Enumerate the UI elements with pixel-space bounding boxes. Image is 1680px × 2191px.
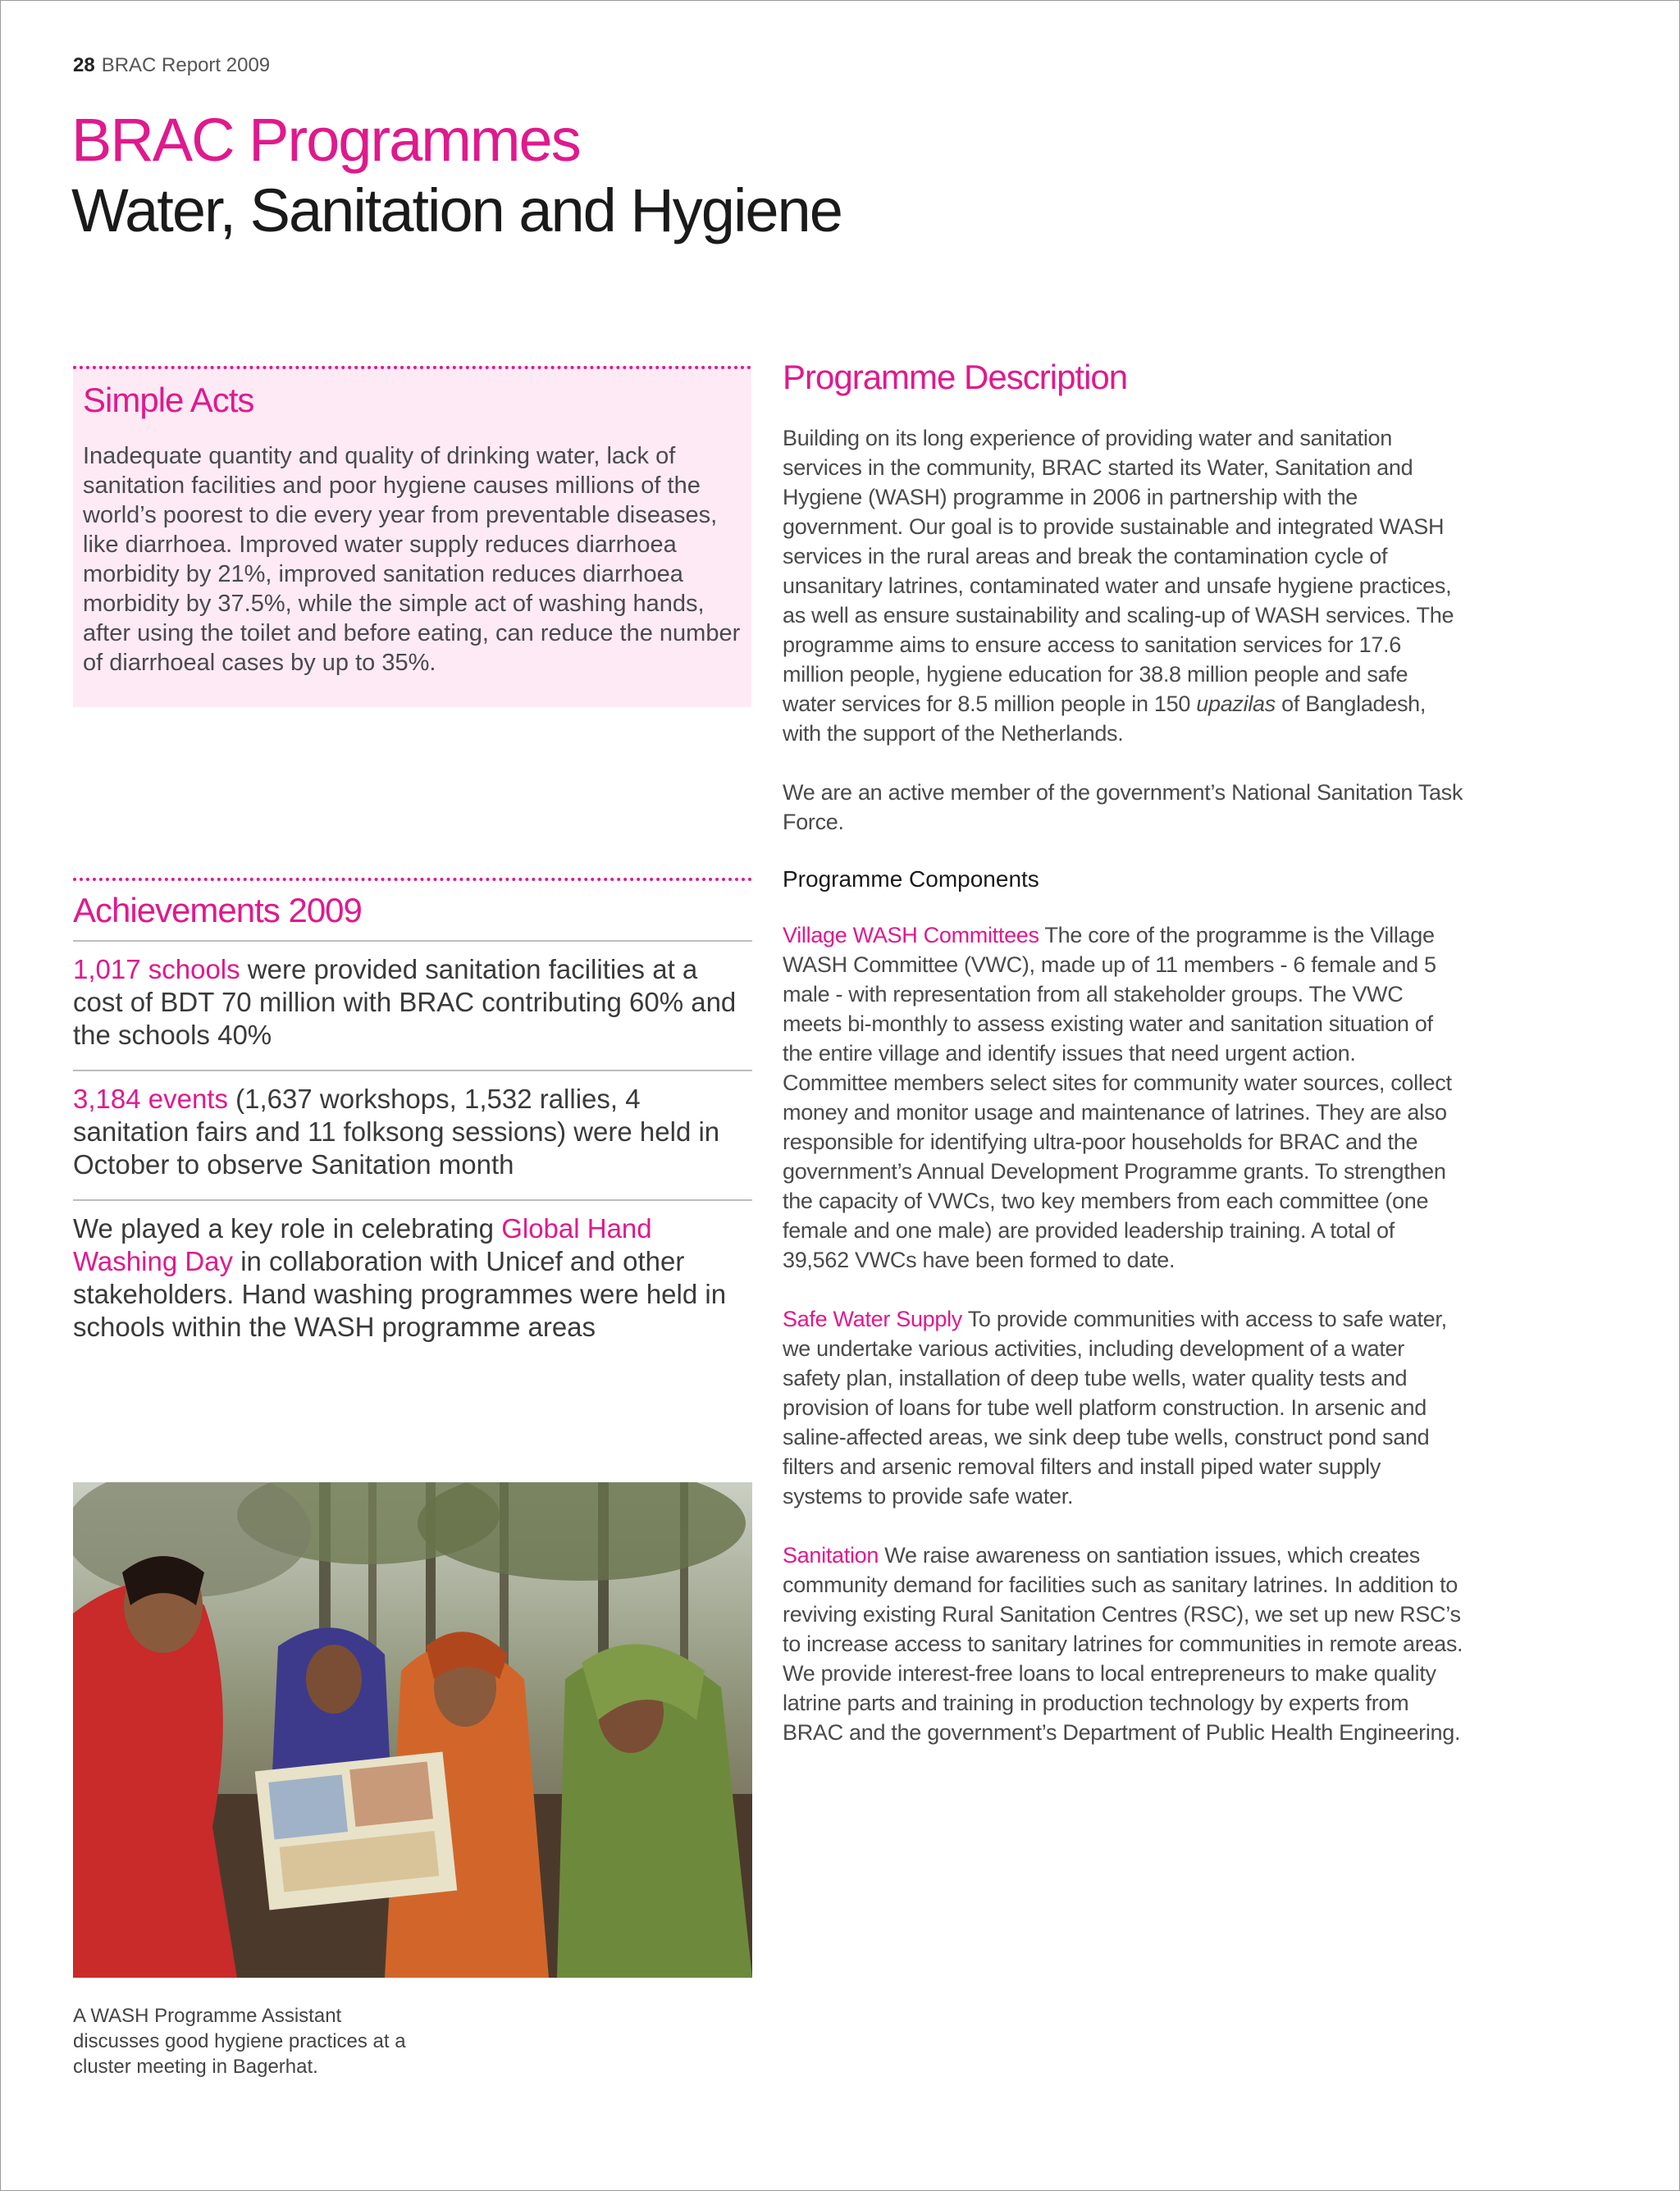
task-force-paragraph: We are an active member of the government’s National Sanitation Task Force. (783, 780, 1463, 834)
title-block (71, 105, 842, 246)
achievement-text: (1,637 workshops, 1,532 rallies, 4 sanitation fairs and 11 folksong sessions) were held in October to observe Sanitation month (73, 1084, 720, 1180)
programme-description-column (783, 358, 1463, 1777)
programme-components-heading: Programme Components (783, 866, 1039, 892)
page-title: BRAC Programmes (71, 106, 580, 174)
page-subtitle: Water, Sanitation and Hygiene (71, 176, 842, 244)
achievement-item (73, 1070, 752, 1199)
achievement-text: in collaboration with Unicef and other stakeholders. Hand washing programmes were held in schools within the WASH programme areas (73, 1246, 727, 1342)
report-name: BRAC Report 2009 (101, 54, 271, 76)
achievement-highlight: Global Hand Washing Day (73, 1213, 652, 1276)
achievement-item (73, 940, 752, 1070)
component-paragraph (783, 920, 1463, 1275)
simple-acts-body: Inadequate quantity and quality of drinking water, lack of sanitation facilities and poor hygiene causes millions of the world’s poorest to die every year from preventable diseases, like diarrhoea. Improved water supply reduces diarrhoea morbidity by 21%, improved sanitation reduces diarrhoea morbidity by 37.5%, while the simple act of washing hands, after using the toilet and before eating, can reduce the number of diarrhoeal cases by up to 35%. (83, 443, 741, 676)
achievement-highlight: 1,017 schools (73, 954, 240, 984)
achievement-item (73, 1199, 752, 1362)
description-text-end: of Bangladesh, with the support of the Netherlands. (783, 692, 1427, 746)
component-text: To provide communities with access to safe water, we undertake various activities, including development of a water safety plan, installation of deep tube wells, water quality tests and provision of loans for tube well platform construction. In arsenic and saline-affected areas, we sink deep tube wells, construct pond sand filters and arsenic removal filters and install piped water supply systems to provide safe water. (783, 1307, 1447, 1509)
achievement-prefix: We played a key role in celebrating (73, 1213, 502, 1244)
programme-description-heading: Programme Description (783, 358, 1128, 396)
running-head (73, 54, 270, 77)
simple-acts-heading: Simple Acts (83, 381, 254, 419)
page-number: 28 (73, 54, 95, 76)
meeting-photo (73, 1482, 752, 1978)
achievement-highlight: 3,184 events (73, 1084, 228, 1114)
description-italic: upazilas (1196, 692, 1276, 716)
component-text: The core of the programme is the Village WASH Committee (VWC), made up of 11 members - 6 female and 5 male - with representation from all stakeholder groups. The VWC meets bi-monthly to assess existing water and sanitation situation of the entire village and identify issues that need urgent action. Committee members select sites for community water sources, collect money and monitor usage and maintenance of latrines. They are also responsible for identifying ultra-poor households for BRAC and the government’s Annual Development Programme grants. To strengthen the capacity of VWCs, two key members from each committee (one female and one male) are provided leadership training. A total of 39,562 VWCs have been formed to date. (783, 923, 1452, 1272)
achievements-heading: Achievements 2009 (73, 891, 362, 929)
component-label: Safe Water Supply (783, 1307, 963, 1331)
component-paragraph (783, 1541, 1463, 1747)
description-text: Building on its long experience of providing water and sanitation services in the community, BRAC started its Water, Sanitation and Hygiene (WASH) programme in 2006 in partnership with the government. Our goal is to provide sustainable and integrated WASH services in the rural areas and break the contamination cycle of unsanitary latrines, contaminated water and unsafe hygiene practices, as well as ensure sustainability and scaling-up of WASH services. The programme aims to ensure access to sanitation services for 17.6 million people, hygiene education for 38.8 million people and safe water services for 8.5 million people in 150 (783, 426, 1454, 716)
simple-acts-box (73, 366, 751, 707)
achievements-section (73, 878, 752, 1362)
photo-caption: A WASH Programme Assistant discusses good hygiene practices at a cluster meeting in Bagerhat. (73, 2005, 406, 2078)
component-label: Village WASH Committees (783, 923, 1039, 947)
component-label: Sanitation (783, 1543, 879, 1568)
component-text: We raise awareness on santiation issues, which creates community demand for facilities such as sanitary latrines. In addition to reviving existing Rural Sanitation Centres (RSC), we set up new RSC’s to increase access to sanitary latrines for communities in remote areas. We provide interest-free loans to local entrepreneurs to make quality latrine parts and training in production technology by experts from BRAC and the government’s Department of Public Health Engineering. (783, 1543, 1463, 1745)
component-paragraph (783, 1304, 1463, 1511)
description-paragraph (783, 423, 1463, 748)
achievement-text: were provided sanitation facilities at a cost of BDT 70 million with BRAC contributing 60% and the schools 40% (73, 954, 737, 1050)
